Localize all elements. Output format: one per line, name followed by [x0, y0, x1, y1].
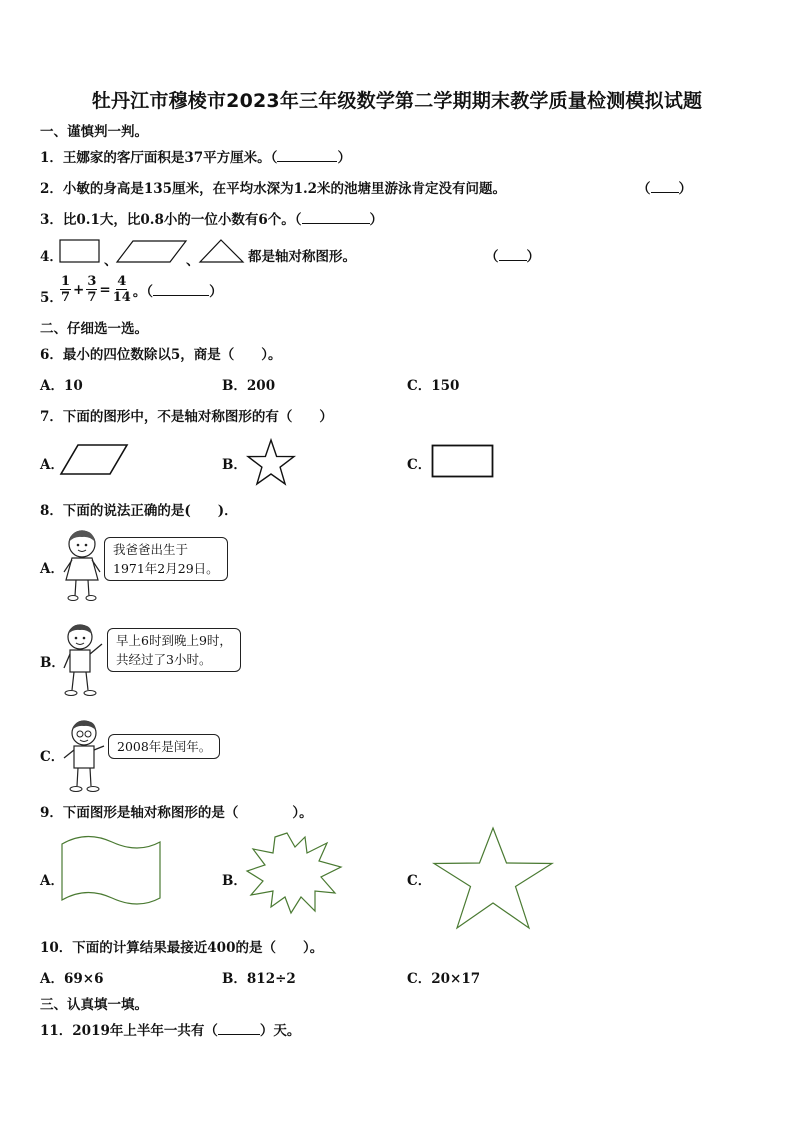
question-5-equation	[60, 274, 223, 305]
paren-close: ）	[526, 249, 540, 265]
q9-option-b[interactable]: B．	[222, 873, 247, 889]
q7-star	[246, 438, 296, 486]
q7-option-c[interactable]: C．	[407, 457, 432, 473]
parallelogram-shape	[117, 241, 186, 262]
question-2-text: 2．小敏的身高是135厘米，在平均水深为1.2米的池塘里游泳肯定没有问题。	[40, 181, 507, 197]
q4-separator-1: 、	[104, 253, 118, 269]
numerator: 1	[61, 274, 71, 289]
question-11-text: 11．2019年上半年一共有（	[40, 1023, 218, 1039]
page-title: 牡丹江市穆棱市2023年三年级数学第二学期期末教学质量检测模拟试题	[91, 90, 703, 112]
question-6-text: 6．最小的四位数除以5，商是（ ）。	[40, 347, 282, 363]
question-11	[40, 1019, 300, 1039]
denominator: 7	[87, 290, 97, 305]
q6-option-c[interactable]: C．150	[407, 378, 460, 394]
section-heading-3: 三、认真填一填。	[40, 997, 148, 1013]
q7-option-b[interactable]: B．	[222, 457, 247, 473]
bubble-b-line-1: 早上6时到晚上9时，	[116, 633, 232, 648]
answer-blank-5[interactable]	[153, 283, 209, 296]
question-4-text: 都是轴对称图形。	[248, 249, 356, 265]
q8-option-b[interactable]: B．	[40, 655, 65, 671]
question-5-tail	[133, 280, 223, 300]
denominator: 7	[61, 290, 71, 305]
paren-open: （	[637, 181, 651, 197]
star-shape	[434, 828, 552, 928]
question-3-text: 3．比0.1大，比0.8小的一位小数有6个。（	[40, 212, 302, 228]
section-heading-2: 二、仔细选一选。	[40, 321, 148, 337]
equals-sign: =	[99, 281, 111, 298]
parallelogram-shape	[61, 445, 127, 474]
girl-illustration	[60, 528, 106, 602]
plus-sign: +	[73, 281, 85, 298]
q6-option-b[interactable]: B．200	[222, 378, 276, 394]
q10-option-c[interactable]: C．20×17	[407, 971, 481, 987]
numerator: 3	[87, 274, 97, 289]
question-4-answer	[485, 245, 540, 265]
boy-illustration-1	[60, 622, 106, 698]
question-1-text: 1．王娜家的客厅面积是37平方厘米。（	[40, 150, 278, 166]
answer-blank-2[interactable]	[651, 180, 679, 193]
speech-bubble-a	[104, 537, 228, 581]
fraction-3-7	[86, 274, 97, 305]
boy-illustration-2	[62, 718, 108, 794]
bubble-b-line-2: 共经过了3小时。	[116, 652, 212, 667]
question-10-text: 10．下面的计算结果最接近400的是（ ）。	[40, 940, 324, 956]
question-1	[40, 146, 351, 166]
question-2-answer	[637, 177, 692, 197]
answer-blank-11[interactable]	[218, 1022, 260, 1035]
question-5-number: 5．	[40, 290, 63, 306]
question-9-text: 9．下面图形是轴对称图形的是（ ）。	[40, 805, 313, 821]
question-11-close: ）天。	[259, 1023, 301, 1039]
q9-option-c[interactable]: C．	[407, 873, 432, 889]
q7-option-a[interactable]: A．	[40, 457, 64, 473]
bubble-a-line-2: 1971年2月29日。	[113, 561, 219, 576]
q4-shapes	[58, 238, 248, 268]
q9-option-a[interactable]: A．	[40, 873, 64, 889]
fraction-1-7	[60, 274, 71, 305]
q4-separator-2: 、	[186, 253, 200, 269]
speech-bubble-c	[108, 734, 220, 759]
bubble-c-line-1: 2008年是闰年。	[117, 739, 212, 754]
question-8-text: 8．下面的说法正确的是( )．	[40, 503, 238, 519]
rectangle-shape	[433, 446, 493, 477]
answer-blank-3[interactable]	[302, 211, 370, 224]
answer-blank-4[interactable]	[499, 248, 527, 261]
rectangle-shape	[60, 240, 99, 262]
question-4-number: 4．	[40, 249, 63, 265]
q7-parallelogram	[60, 443, 130, 477]
q8-option-c[interactable]: C．	[40, 749, 65, 765]
speech-bubble-b	[107, 628, 241, 672]
burst-shape	[247, 833, 341, 913]
q6-option-a[interactable]: A．10	[40, 378, 83, 394]
paren-close: ）	[209, 283, 223, 300]
question-2	[40, 177, 506, 197]
q8-option-a[interactable]: A．	[40, 561, 64, 577]
answer-blank-1[interactable]	[277, 149, 337, 162]
bubble-a-line-1: 我爸爸出生于	[113, 542, 189, 557]
q9-flag-shape	[60, 832, 164, 906]
section-heading-1: 一、谨慎判一判。	[40, 124, 148, 140]
q10-option-b[interactable]: B．812÷2	[222, 971, 296, 987]
question-1-close: ）	[337, 150, 351, 166]
q9-burst-shape	[245, 831, 343, 915]
fraction-4-14	[113, 274, 131, 305]
star-shape	[248, 440, 294, 484]
numerator: 4	[117, 274, 127, 289]
question-7-text: 7．下面的图形中，不是轴对称图形的有（ ）	[40, 409, 333, 425]
q10-option-a[interactable]: A．69×6	[40, 971, 104, 987]
question-3-close: ）	[369, 212, 384, 228]
denominator: 14	[112, 290, 131, 305]
wavy-flag-shape	[62, 836, 160, 904]
tail-text: 。（	[132, 283, 154, 300]
q7-rectangle	[431, 444, 495, 478]
paren-open: （	[485, 249, 499, 265]
paren-close: ）	[678, 181, 692, 197]
question-3	[40, 208, 383, 228]
q9-star-shape	[431, 826, 555, 930]
triangle-shape	[200, 240, 243, 262]
